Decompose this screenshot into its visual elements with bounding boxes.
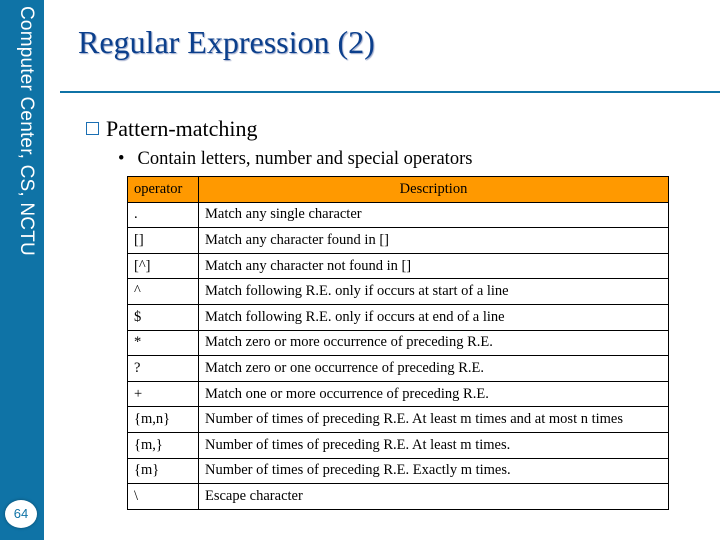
description-cell: Match one or more occurrence of preceding R.E. bbox=[199, 381, 669, 407]
operator-cell: [] bbox=[128, 228, 199, 254]
page-number-badge: 64 bbox=[5, 500, 37, 528]
description-cell: Match following R.E. only if occurs at start of a line bbox=[199, 279, 669, 305]
checkbox-bullet-icon bbox=[86, 122, 99, 135]
table-row bbox=[128, 407, 669, 433]
operator-cell: + bbox=[128, 381, 199, 407]
operator-cell: ? bbox=[128, 356, 199, 382]
operators-table bbox=[127, 176, 669, 510]
dot-bullet-icon: • bbox=[118, 149, 125, 169]
bullet-pattern-matching bbox=[86, 116, 258, 142]
description-cell: Match any character not found in [] bbox=[199, 253, 669, 279]
operator-cell: $ bbox=[128, 304, 199, 330]
operator-cell: ^ bbox=[128, 279, 199, 305]
description-cell: Number of times of preceding R.E. Exactly m times. bbox=[199, 458, 669, 484]
description-cell: Match following R.E. only if occurs at end of a line bbox=[199, 304, 669, 330]
description-cell: Number of times of preceding R.E. At least m times and at most n times bbox=[199, 407, 669, 433]
operator-cell: \ bbox=[128, 484, 199, 510]
operator-cell: {m,n} bbox=[128, 407, 199, 433]
sub-bullet-text: Contain letters, number and special operators bbox=[137, 149, 473, 169]
description-cell: Match any character found in [] bbox=[199, 228, 669, 254]
sub-bullet bbox=[118, 149, 472, 170]
description-cell: Number of times of preceding R.E. At least m times. bbox=[199, 432, 669, 458]
table-row bbox=[128, 458, 669, 484]
description-cell: Match zero or one occurrence of preceding R.E. bbox=[199, 356, 669, 382]
table-row bbox=[128, 381, 669, 407]
header-operator: operator bbox=[128, 177, 199, 203]
table-row bbox=[128, 228, 669, 254]
description-cell: Escape character bbox=[199, 484, 669, 510]
table-row bbox=[128, 432, 669, 458]
operator-cell: * bbox=[128, 330, 199, 356]
sidebar-label: Computer Center, CS, NCTU bbox=[16, 6, 37, 256]
table-header-row bbox=[128, 177, 669, 203]
operator-cell: {m,} bbox=[128, 432, 199, 458]
table-row bbox=[128, 202, 669, 228]
description-cell: Match any single character bbox=[199, 202, 669, 228]
table-row bbox=[128, 484, 669, 510]
operator-cell: . bbox=[128, 202, 199, 228]
table-body bbox=[128, 202, 669, 509]
header-description: Description bbox=[199, 177, 669, 203]
table-row bbox=[128, 304, 669, 330]
title-divider bbox=[60, 91, 720, 93]
description-cell: Match zero or more occurrence of preceding R.E. bbox=[199, 330, 669, 356]
table-row bbox=[128, 330, 669, 356]
table-row bbox=[128, 253, 669, 279]
operator-cell: [^] bbox=[128, 253, 199, 279]
table-row bbox=[128, 279, 669, 305]
slide-title: Regular Expression (2) bbox=[78, 24, 375, 60]
bullet-pattern-matching-text: Pattern-matching bbox=[106, 116, 258, 141]
operator-cell: {m} bbox=[128, 458, 199, 484]
table-row bbox=[128, 356, 669, 382]
